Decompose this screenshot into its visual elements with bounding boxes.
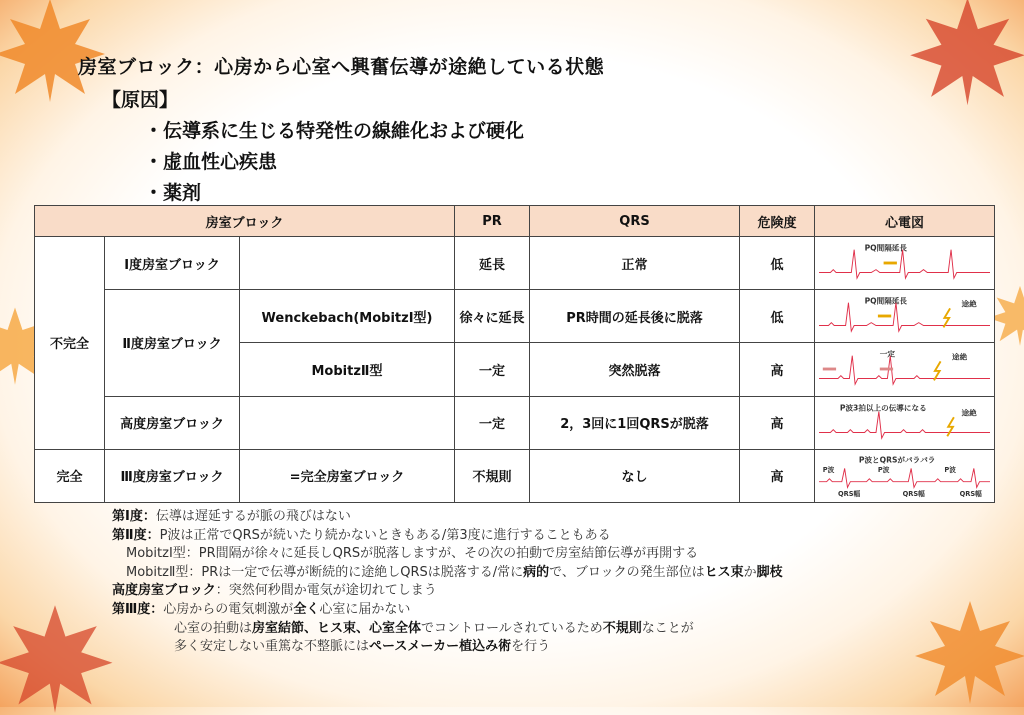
note-degree3-detail: 心室の拍動は房室結節、ヒス束、心室全体でコントロールされているため不規則なことが <box>174 620 694 636</box>
ecg-label-block: 途絶 <box>961 299 977 309</box>
lightning-icon <box>947 417 954 436</box>
risk-value: 高 <box>740 343 815 396</box>
ecg-cell <box>815 343 995 396</box>
maple-leaf-decoration-top-right <box>905 0 1024 110</box>
qrs-value: 2，3回に1回QRSが脱落 <box>530 396 740 449</box>
note-mobitz2: MobitzⅡ型：PRは一定で伝導が断続的に途絶しQRSは脱落する/常に病的で、ブロックの発生部位はヒス束か脚枝 <box>126 564 783 580</box>
ecg-cell <box>815 449 995 502</box>
table-row <box>35 396 995 449</box>
note-high-grade: 高度房室ブロック：突然何秒間か電気が途切れてしまう <box>112 583 437 599</box>
ecg-trace <box>819 241 990 285</box>
ecg-label-qrs: QRS幅 <box>959 489 982 498</box>
qrs-value: 突然脱落 <box>530 343 740 396</box>
qrs-value: なし <box>530 449 740 502</box>
pr-value: 延長 <box>455 237 530 290</box>
ecg-cell <box>815 396 995 449</box>
block-subtype <box>240 396 455 449</box>
ecg-label: 一定 <box>879 350 895 360</box>
lightning-icon <box>943 309 950 328</box>
maple-leaf-decoration-bottom-right <box>910 595 1024 707</box>
ecg-label: P波3拍以上の伝導になる <box>839 403 927 413</box>
ecg-cell <box>815 237 995 290</box>
header-ecg: 心電図 <box>815 206 995 237</box>
risk-value: 低 <box>740 290 815 343</box>
block-type: 高度房室ブロック <box>105 396 240 449</box>
header-qrs: QRS <box>530 206 740 237</box>
ecg-label: PQ間隔延長 <box>864 243 908 253</box>
header-pr: PR <box>455 206 530 237</box>
block-subtype: =完全房室ブロック <box>240 449 455 502</box>
risk-value: 高 <box>740 449 815 502</box>
ecg-label-p: P波 <box>944 466 956 475</box>
block-type: Ⅰ度房室ブロック <box>105 237 240 290</box>
pr-value: 不規則 <box>455 449 530 502</box>
note-mobitz1: MobitzⅠ型：PR間隔が徐々に延長しQRSが脱落しますが、その次の拍動で房室結節伝導が再開する <box>126 546 699 562</box>
block-type: Ⅲ度房室ブロック <box>105 449 240 502</box>
pr-value: 一定 <box>455 396 530 449</box>
note-degree3-treatment: 多く安定しない重篤な不整脈にはペースメーカー植込み術を行う <box>174 639 551 655</box>
header <box>78 52 604 205</box>
block-subtype <box>240 237 455 290</box>
cause-item: ・伝導系に生じる特発性の線維化および硬化 <box>144 120 525 142</box>
group-complete: 完全 <box>35 449 105 502</box>
header-av-block: 房室ブロック <box>35 206 455 237</box>
note-degree1: 第Ⅰ度：伝導は遅延するが脈の飛びはない <box>112 509 351 524</box>
lightning-icon <box>934 362 941 381</box>
av-block-table <box>34 205 995 503</box>
ecg-label-block: 途絶 <box>961 408 977 418</box>
group-incomplete: 不完全 <box>35 237 105 450</box>
ecg-trace <box>819 401 990 445</box>
table-header-row <box>35 206 995 237</box>
note-degree3: 第Ⅲ度：心房からの電気刺激が全く心室に届かない <box>112 601 411 617</box>
table-row <box>35 449 995 502</box>
ecg-label: PQ間隔延長 <box>864 296 908 306</box>
table-row <box>35 237 995 290</box>
cause-heading: 【原因】 <box>102 89 179 111</box>
header-risk: 危険度 <box>740 206 815 237</box>
qrs-value: 正常 <box>530 237 740 290</box>
cause-item: ・虚血性心疾患 <box>144 151 278 173</box>
ecg-trace <box>819 294 990 338</box>
note-degree2: 第Ⅱ度：P波は正常でQRSが続いたり続かないときもある/第3度に進行することもある <box>112 527 611 543</box>
ecg-label: P波とQRSがバラバラ <box>858 455 936 465</box>
ecg-label-p: P波 <box>877 466 890 475</box>
block-subtype: MobitzⅡ型 <box>240 343 455 396</box>
ecg-trace <box>819 347 990 391</box>
notes <box>112 508 783 657</box>
maple-leaf-decoration-bottom-left <box>0 600 120 715</box>
ecg-label-qrs: QRS幅 <box>902 489 925 498</box>
block-subtype: Wenckebach(MobitzⅠ型) <box>240 290 455 343</box>
cause-item: ・薬剤 <box>144 182 202 204</box>
block-type: Ⅱ度房室ブロック <box>105 290 240 396</box>
page-title: 房室ブロック：心房から心室へ興奮伝導が途絶している状態 <box>78 56 605 78</box>
table-row <box>35 290 995 343</box>
ecg-label-p: P波 <box>822 466 835 475</box>
ecg-label-qrs: QRS幅 <box>838 489 861 498</box>
ecg-label-block: 途絶 <box>952 352 968 362</box>
ecg-cell <box>815 290 995 343</box>
risk-value: 低 <box>740 237 815 290</box>
ecg-trace <box>819 454 990 498</box>
pr-value: 一定 <box>455 343 530 396</box>
qrs-value: PR時間の延長後に脱落 <box>530 290 740 343</box>
risk-value: 高 <box>740 396 815 449</box>
pr-value: 徐々に延長 <box>455 290 530 343</box>
